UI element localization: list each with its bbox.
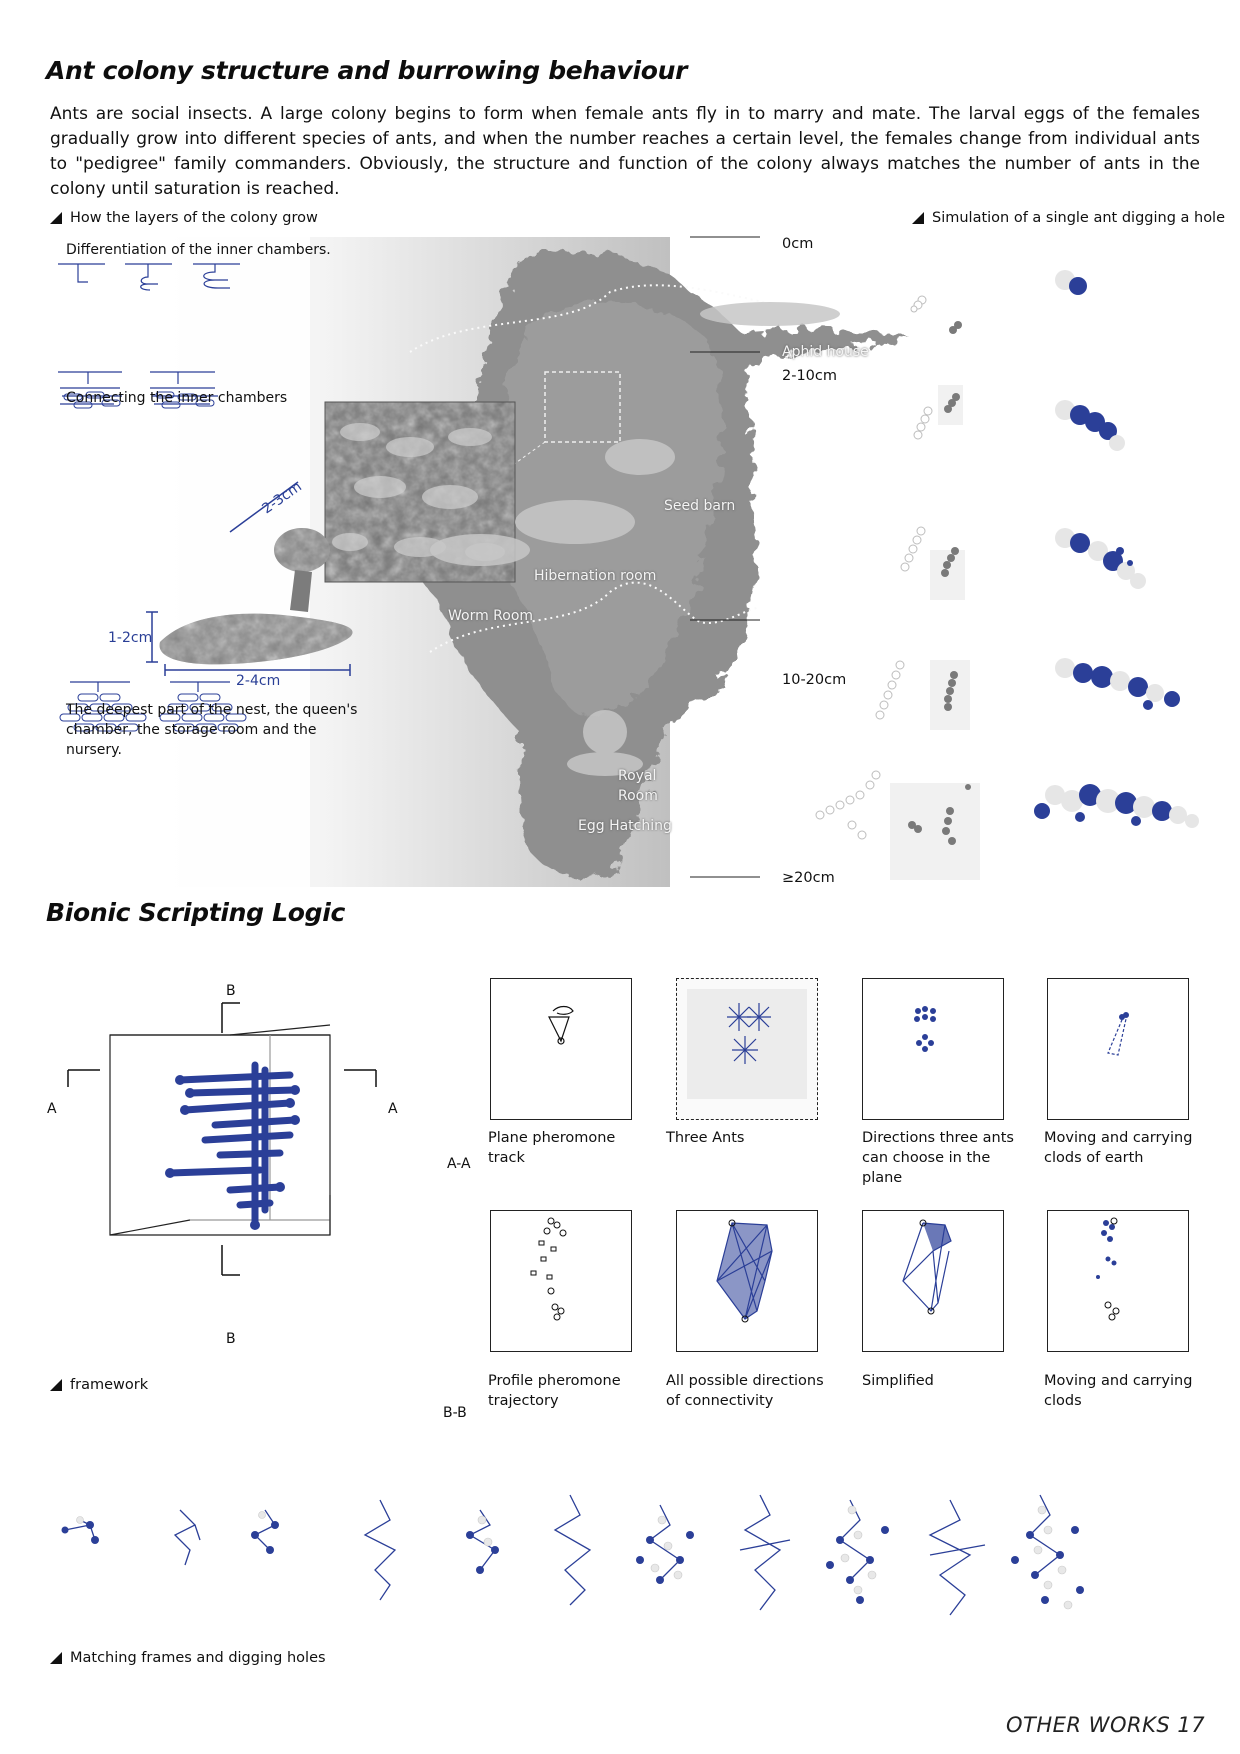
framework-diagram xyxy=(40,975,420,1345)
label-moving-clods-2: Moving and carrying clods xyxy=(1044,1373,1193,1409)
moving-clods-graphic xyxy=(1048,979,1188,1119)
caption-text: How the layers of the colony grow xyxy=(70,210,318,226)
note-deepest: The deepest part of the nest, the queen's chamber, the storage room and the nursery. xyxy=(66,702,358,758)
room-worm: Worm Room xyxy=(448,608,534,624)
panel-moving-clods-1 xyxy=(1047,978,1189,1120)
marker-a-right: A xyxy=(388,1101,398,1117)
caption-text: Simulation of a single ant digging a hole xyxy=(932,210,1226,226)
triangle-marker-icon xyxy=(50,212,62,224)
label-three-directions: Directions three ants can choose in the plane xyxy=(862,1130,1014,1186)
triangle-marker-icon xyxy=(50,1379,62,1391)
room-royal: Royal xyxy=(618,768,657,784)
caption-single-ant xyxy=(912,210,1225,226)
sphere-cluster-row-1 xyxy=(1055,270,1087,295)
dim-label-1-2cm: 1-2cm xyxy=(108,630,153,646)
moving-clods-2-graphic xyxy=(1048,1211,1188,1351)
marker-b-top: B xyxy=(226,983,236,999)
panel-simplified xyxy=(862,1210,1004,1352)
sphere-nodes xyxy=(62,1521,1085,1604)
marker-a-a: A-A xyxy=(447,1156,471,1172)
caption-text: Matching frames and digging holes xyxy=(70,1650,326,1666)
label-all-directions: All possible directions of connectivity xyxy=(666,1373,824,1409)
three-ants-graphic xyxy=(677,979,817,1119)
page-footer: OTHER WORKS 17 xyxy=(1006,1713,1206,1737)
sphere-cluster-row-3 xyxy=(1055,528,1146,589)
label-three-ants: Three Ants xyxy=(666,1130,745,1146)
panel-profile-pheromone xyxy=(490,1210,632,1352)
depth-10-20cm: 10-20cm xyxy=(782,672,847,688)
plane-pheromone-graphic xyxy=(491,979,631,1119)
panel-plane-pheromone xyxy=(490,978,632,1120)
room-room: Room xyxy=(618,788,658,804)
caption-colony-layers xyxy=(50,210,318,226)
depth-2-10cm: 2-10cm xyxy=(782,368,838,384)
intro-paragraph: Ants are social insects. A large colony begins to form when female ants fly in to marry and mate. The larval eggs of the females gradually grow into different species of ants, and when the number reaches a certain level, the females change from individual ants to "pedigree" family commanders. Obviously, the structure and function of the colony always matches the number of ants in the colony until saturation is reached. xyxy=(50,104,1200,199)
panel-three-ants xyxy=(676,978,818,1120)
triangle-marker-icon xyxy=(912,212,924,224)
sphere-cluster-row-2 xyxy=(1055,400,1125,451)
profile-pheromone-graphic xyxy=(491,1211,631,1351)
depth-0cm: 0cm xyxy=(782,236,814,252)
note-connecting: Connecting the inner chambers xyxy=(66,390,288,406)
room-egg-hatching: Egg Hatching xyxy=(578,818,672,834)
dim-label-2-4cm: 2-4cm xyxy=(236,673,281,689)
three-directions-graphic xyxy=(863,979,1003,1119)
marker-b-bottom: B xyxy=(226,1331,236,1347)
depth-20cm-plus: ≥20cm xyxy=(782,870,835,886)
section-title-bionic: Bionic Scripting Logic xyxy=(46,898,346,927)
label-profile-pheromone: Profile pheromone trajectory xyxy=(488,1373,621,1409)
marker-a-left: A xyxy=(47,1101,57,1117)
room-hibernation: Hibernation room xyxy=(534,568,657,584)
room-seed-barn: Seed barn xyxy=(664,498,736,514)
room-aphid-house: Aphid house xyxy=(782,344,869,360)
note-differentiation: Differentiation of the inner chambers. xyxy=(66,242,331,258)
caption-matching-frames xyxy=(50,1650,326,1666)
panel-three-directions xyxy=(862,978,1004,1120)
all-directions-graphic xyxy=(677,1211,817,1351)
caption-text: framework xyxy=(70,1377,149,1393)
label-moving-clods-1: Moving and carrying clods of earth xyxy=(1044,1130,1193,1166)
caption-framework xyxy=(50,1377,148,1393)
dim-label-2-3cm: 2-3cm xyxy=(259,478,305,518)
panel-all-directions xyxy=(676,1210,818,1352)
digging-frames-strip xyxy=(50,1480,1190,1630)
panel-moving-clods-2 xyxy=(1047,1210,1189,1352)
sphere-cluster-row-5 xyxy=(1034,784,1199,828)
triangle-marker-icon xyxy=(50,1652,62,1664)
label-simplified: Simplified xyxy=(862,1373,934,1389)
sphere-cluster-row-4 xyxy=(1055,658,1180,710)
section-title-colony: Ant colony structure and burrowing behaviour xyxy=(46,56,688,85)
simplified-graphic xyxy=(863,1211,1003,1351)
digging-simulation-graphic xyxy=(780,255,1210,880)
marker-b-b: B-B xyxy=(443,1405,467,1421)
label-plane-pheromone: Plane pheromone track xyxy=(488,1130,616,1166)
